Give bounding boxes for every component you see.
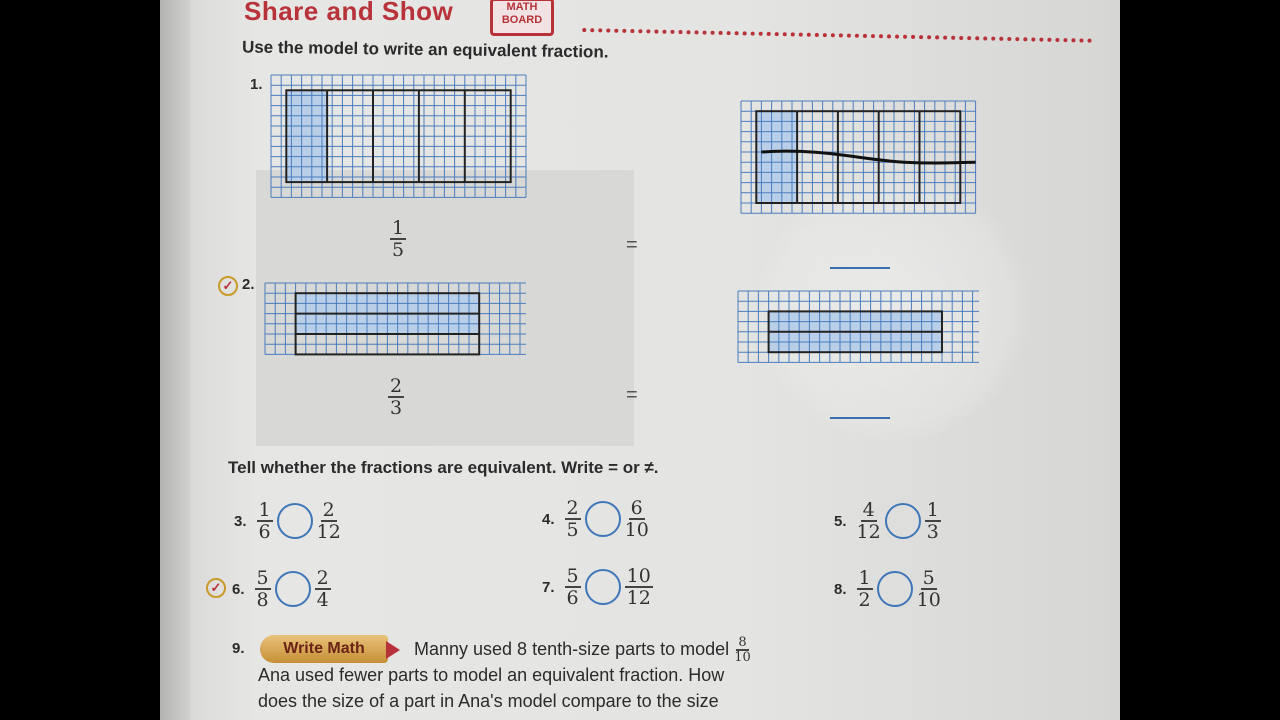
problem-2-model-left (264, 282, 526, 358)
fraction-right: $\frac{2}{12}$ (316, 499, 341, 543)
problem-number: 7. (542, 578, 555, 596)
fraction-right: $\frac{2}{4}$ (316, 567, 329, 611)
fraction-left: $\frac{1}{2}$ (858, 567, 871, 611)
problem-number: 3. (234, 512, 247, 530)
problem-1-answer-blank[interactable] (830, 266, 890, 269)
answer-circle[interactable] (275, 571, 311, 607)
compare-problem-8 (834, 568, 941, 610)
checkmark-icon: ✓ (218, 276, 238, 296)
problem-number: 6. (232, 580, 245, 598)
answer-circle[interactable] (585, 569, 621, 605)
compare-problem-6 (232, 568, 331, 610)
fraction-left: $\frac{1}{6}$ (258, 499, 271, 543)
arrow-icon (386, 641, 400, 659)
problem-1-number: 1. (250, 76, 263, 93)
answer-circle[interactable] (585, 501, 621, 537)
problem-number: 4. (542, 510, 555, 528)
problem-1-fraction: $\frac{1}{5}$ (392, 217, 405, 261)
answer-circle[interactable] (877, 571, 913, 607)
dotted-divider (582, 28, 1092, 67)
math-board-badge: MATH BOARD (490, 0, 554, 36)
problem-2-answer-blank[interactable] (830, 416, 890, 419)
compare-problem-3 (234, 500, 341, 542)
checkmark-icon: ✓ (206, 578, 226, 598)
problem-2-fraction: $\frac{2}{3}$ (390, 375, 403, 419)
problem-2-number: 2. (242, 276, 255, 293)
problem-number: 5. (834, 512, 847, 530)
section-title: Share and Show (244, 0, 454, 26)
fraction-left: $\frac{2}{5}$ (566, 497, 579, 541)
fraction-right: $\frac{10}{12}$ (626, 565, 651, 609)
fraction-left: $\frac{4}{12}$ (856, 499, 881, 543)
fraction-right: $\frac{6}{10}$ (624, 497, 649, 541)
problem-9-line-3: does the size of a part in Ana's model compare to the size (258, 691, 719, 711)
problem-1-model-left (270, 74, 528, 204)
write-math-badge: Write Math (260, 635, 388, 663)
fraction-right: $\frac{1}{3}$ (926, 499, 939, 543)
instruction-equivalent: Tell whether the fractions are equivalent. Write = or ≠. (228, 458, 659, 477)
answer-circle[interactable] (885, 503, 921, 539)
problem-number: 8. (834, 580, 847, 598)
problem-9-number: 9. (232, 640, 245, 657)
workbook-page (160, 0, 1120, 720)
compare-problem-5 (834, 500, 941, 542)
problem-9-line-1: Manny used 8 tenth-size parts to model $\frac{8}{10}$ (414, 635, 751, 666)
compare-problem-7 (542, 566, 653, 608)
problem-1-model-right (740, 100, 978, 216)
problem-2-model-right (737, 290, 979, 366)
problem-1-equals: = (626, 234, 638, 256)
shaded-region (756, 111, 797, 203)
problem-9-line-2: Ana used fewer parts to model an equivalent fraction. How (258, 665, 725, 685)
compare-problem-4 (542, 498, 649, 540)
fraction-left: $\frac{5}{6}$ (566, 565, 579, 609)
problem-9-fraction: $\frac{8}{10}$ (734, 635, 751, 666)
problem-2-equals: = (626, 384, 638, 406)
instruction-model: Use the model to write an equivalent fraction. (241, 37, 609, 62)
answer-circle[interactable] (277, 503, 313, 539)
fraction-right: $\frac{5}{10}$ (916, 567, 941, 611)
fraction-left: $\frac{5}{8}$ (256, 567, 269, 611)
page-binding-shadow (160, 0, 190, 720)
